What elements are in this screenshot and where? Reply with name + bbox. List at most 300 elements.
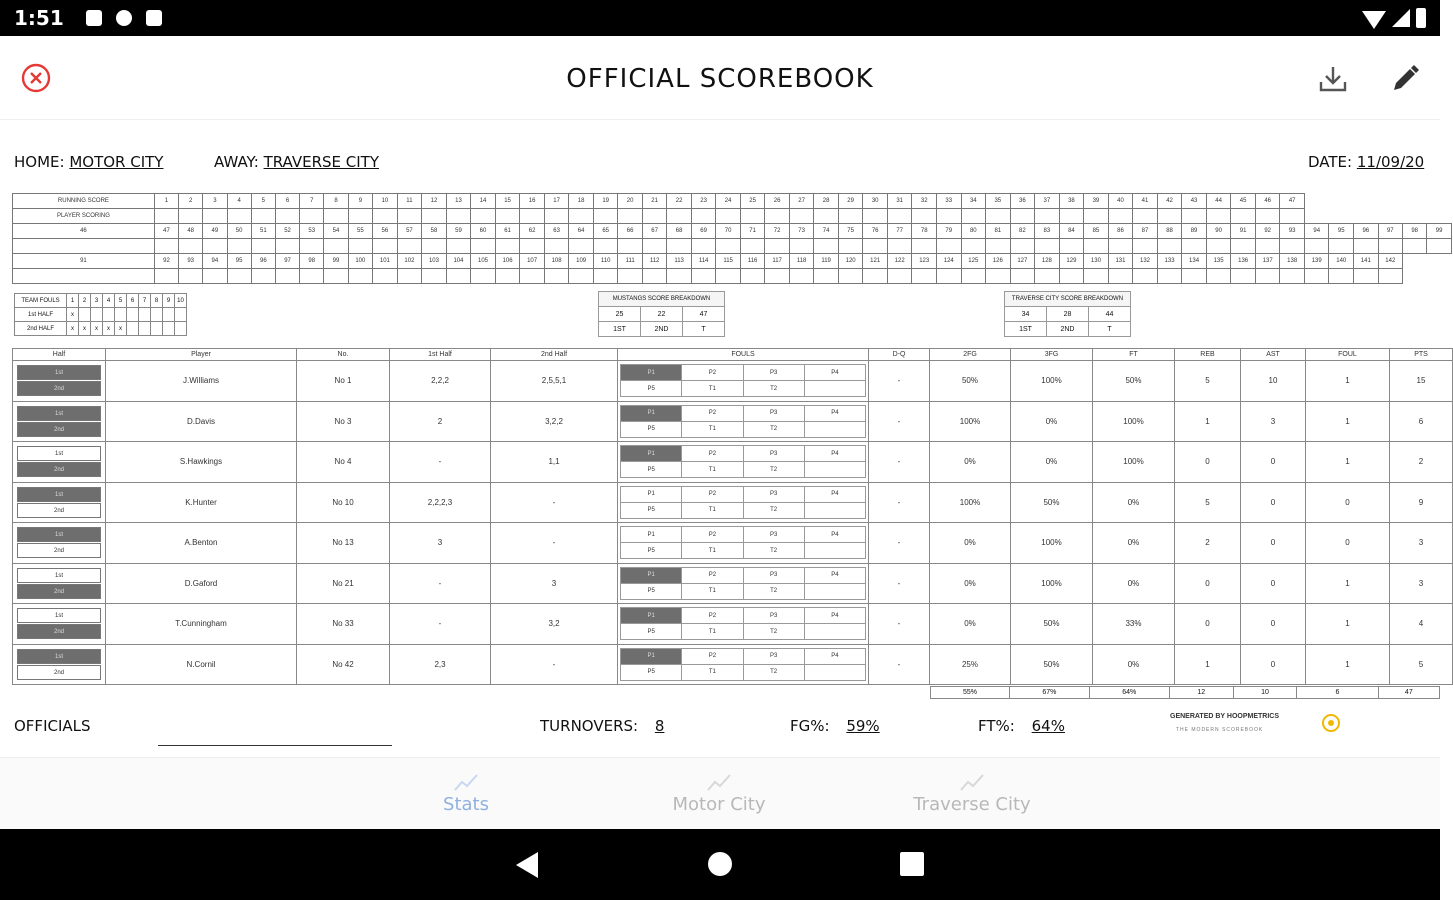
app-notification-icon bbox=[116, 10, 132, 26]
score-cell bbox=[471, 269, 496, 284]
player-fg2: 0% bbox=[930, 442, 1011, 483]
edit-button[interactable] bbox=[1388, 62, 1422, 96]
score-cell bbox=[691, 209, 716, 224]
score-cell bbox=[227, 209, 251, 224]
score-cell: 88 bbox=[1157, 224, 1182, 239]
running-score-grid bbox=[12, 193, 1452, 284]
score-cell bbox=[1010, 239, 1035, 254]
score-cell bbox=[1182, 209, 1207, 224]
score-cell bbox=[887, 239, 912, 254]
score-cell bbox=[1206, 239, 1231, 254]
player-pts: 2 bbox=[1390, 442, 1453, 483]
column-header: 2nd Half bbox=[491, 349, 618, 361]
score-cell: 20 bbox=[618, 194, 642, 209]
player-no: No 13 bbox=[297, 523, 390, 564]
player-ast: 0 bbox=[1241, 644, 1306, 685]
player-reb: 0 bbox=[1175, 604, 1241, 645]
score-cell bbox=[593, 239, 618, 254]
score-cell bbox=[422, 209, 447, 224]
score-cell: 70 bbox=[716, 224, 741, 239]
score-cell: 11 bbox=[397, 194, 422, 209]
score-cell: 41 bbox=[1133, 194, 1158, 209]
column-header: PTS bbox=[1390, 349, 1453, 361]
half-indicator: 1st 2nd bbox=[13, 523, 106, 564]
score-cell: 111 bbox=[618, 254, 642, 269]
score-cell bbox=[275, 269, 299, 284]
tab-stats-label: Stats bbox=[443, 794, 489, 815]
total-cell: 6 bbox=[1297, 687, 1379, 699]
score-cell: 52 bbox=[275, 224, 299, 239]
player-no: No 1 bbox=[297, 361, 390, 402]
total-cell: 10 bbox=[1233, 687, 1296, 699]
score-cell: 14 bbox=[471, 194, 496, 209]
score-cell: 99 bbox=[1427, 224, 1452, 239]
score-cell: 53 bbox=[300, 224, 324, 239]
score-cell bbox=[569, 209, 594, 224]
score-cell bbox=[227, 239, 251, 254]
score-cell: 104 bbox=[446, 254, 471, 269]
player-no: No 4 bbox=[297, 442, 390, 483]
tab-stats[interactable] bbox=[366, 764, 566, 815]
app-bar bbox=[0, 36, 1440, 120]
turnovers-label: TURNOVERS: bbox=[540, 717, 639, 735]
player-fg3: 100% bbox=[1011, 523, 1093, 564]
score-cell: 105 bbox=[471, 254, 496, 269]
player-ft: 0% bbox=[1093, 644, 1175, 685]
total-cell: 47 bbox=[1378, 687, 1439, 699]
score-cell: 17 bbox=[544, 194, 569, 209]
score-cell bbox=[348, 239, 373, 254]
score-cell bbox=[1206, 269, 1231, 284]
score-cell bbox=[373, 269, 398, 284]
player-h1: 3 bbox=[390, 523, 491, 564]
away-team: TRAVERSE CITY bbox=[263, 153, 379, 171]
grid-row-label: RUNNING SCORE bbox=[13, 194, 155, 209]
foul-cell: x bbox=[67, 308, 79, 322]
score-cell: 119 bbox=[814, 254, 839, 269]
score-cell: 133 bbox=[1157, 254, 1182, 269]
score-cell: 30 bbox=[863, 194, 888, 209]
score-cell bbox=[740, 239, 765, 254]
player-h2: 2,5,5,1 bbox=[491, 361, 618, 402]
score-cell: 67 bbox=[642, 224, 667, 239]
score-cell bbox=[520, 209, 545, 224]
player-dq: - bbox=[869, 442, 930, 483]
score-cell bbox=[765, 269, 790, 284]
scoresheet bbox=[0, 121, 1443, 757]
score-cell bbox=[789, 239, 814, 254]
sd-card-icon bbox=[146, 10, 162, 26]
score-cell bbox=[373, 209, 398, 224]
player-no: No 10 bbox=[297, 482, 390, 523]
away-team-line bbox=[214, 153, 379, 171]
player-dq: - bbox=[869, 644, 930, 685]
player-foul: 1 bbox=[1306, 644, 1390, 685]
score-cell: 55 bbox=[348, 224, 373, 239]
score-cell bbox=[348, 269, 373, 284]
score-cell: 36 bbox=[1010, 194, 1035, 209]
score-cell bbox=[544, 209, 569, 224]
foul-cell: 7 bbox=[139, 294, 151, 308]
score-cell: 83 bbox=[1035, 224, 1060, 239]
score-cell: 141 bbox=[1354, 254, 1379, 269]
score-cell bbox=[1010, 269, 1035, 284]
player-ft: 0% bbox=[1093, 563, 1175, 604]
score-cell bbox=[495, 239, 520, 254]
score-cell: 38 bbox=[1059, 194, 1084, 209]
score-cell bbox=[1157, 209, 1182, 224]
away-total-score: 44 bbox=[1089, 307, 1131, 322]
score-cell bbox=[1354, 269, 1379, 284]
player-pts: 5 bbox=[1390, 644, 1453, 685]
score-cell: 95 bbox=[227, 254, 251, 269]
table-row bbox=[13, 482, 1453, 523]
home-total-label: T bbox=[683, 322, 725, 337]
score-cell bbox=[203, 239, 227, 254]
score-cell bbox=[691, 269, 716, 284]
player-name: J.Williams bbox=[106, 361, 297, 402]
score-cell bbox=[642, 269, 667, 284]
score-cell: 130 bbox=[1084, 254, 1109, 269]
player-dq: - bbox=[869, 401, 930, 442]
status-bar bbox=[0, 0, 1440, 36]
score-cell: 122 bbox=[887, 254, 912, 269]
away-label: AWAY: bbox=[214, 153, 259, 171]
table-row bbox=[13, 361, 1453, 402]
score-cell: 68 bbox=[667, 224, 692, 239]
score-cell: 95 bbox=[1329, 224, 1354, 239]
score-cell: 19 bbox=[593, 194, 618, 209]
score-cell: 27 bbox=[789, 194, 814, 209]
score-cell bbox=[544, 239, 569, 254]
score-cell bbox=[1206, 209, 1231, 224]
player-h1: 2 bbox=[390, 401, 491, 442]
score-cell: 106 bbox=[495, 254, 520, 269]
score-cell: 51 bbox=[251, 224, 275, 239]
score-cell: 107 bbox=[520, 254, 545, 269]
half-indicator: 1st 2nd bbox=[13, 401, 106, 442]
score-cell: 28 bbox=[814, 194, 839, 209]
score-cell bbox=[887, 209, 912, 224]
total-cell: 55% bbox=[931, 687, 1010, 699]
score-cell: 59 bbox=[446, 224, 471, 239]
player-ft: 33% bbox=[1093, 604, 1175, 645]
score-cell bbox=[569, 239, 594, 254]
system-nav-bar bbox=[0, 829, 1440, 900]
player-name: D.Gaford bbox=[106, 563, 297, 604]
score-cell: 89 bbox=[1182, 224, 1207, 239]
column-header: REB bbox=[1175, 349, 1241, 361]
half-indicator: 1st 2nd bbox=[13, 563, 106, 604]
grid-row-label: PLAYER SCORING bbox=[13, 209, 155, 224]
foul-cell: x bbox=[115, 322, 127, 336]
score-cell bbox=[251, 209, 275, 224]
player-dq: - bbox=[869, 361, 930, 402]
download-icon bbox=[1316, 62, 1350, 96]
home-team-line bbox=[14, 153, 163, 171]
player-fg3: 50% bbox=[1011, 482, 1093, 523]
recents-icon[interactable] bbox=[900, 852, 924, 876]
score-cell: 5 bbox=[251, 194, 275, 209]
score-cell bbox=[251, 269, 275, 284]
score-cell: 39 bbox=[1084, 194, 1109, 209]
score-cell bbox=[838, 269, 863, 284]
player-pts: 3 bbox=[1390, 523, 1453, 564]
score-cell bbox=[300, 239, 324, 254]
score-cell bbox=[1035, 209, 1060, 224]
away-2nd-label: 2ND bbox=[1047, 322, 1089, 337]
score-cell: 26 bbox=[765, 194, 790, 209]
score-cell: 114 bbox=[691, 254, 716, 269]
score-cell bbox=[887, 269, 912, 284]
player-reb: 1 bbox=[1175, 401, 1241, 442]
score-cell: 135 bbox=[1206, 254, 1231, 269]
score-cell bbox=[446, 209, 471, 224]
score-cell: 43 bbox=[1182, 194, 1207, 209]
score-cell: 126 bbox=[986, 254, 1011, 269]
date-line bbox=[1308, 153, 1424, 171]
ft-label: FT%: bbox=[978, 717, 1015, 735]
score-cell bbox=[179, 239, 203, 254]
score-cell: 23 bbox=[691, 194, 716, 209]
score-cell bbox=[863, 239, 888, 254]
foul-cell: x bbox=[91, 322, 103, 336]
score-cell bbox=[324, 269, 348, 284]
score-cell: 108 bbox=[544, 254, 569, 269]
score-cell: 47 bbox=[1280, 194, 1305, 209]
foul-cell: x bbox=[67, 322, 79, 336]
score-cell: 120 bbox=[838, 254, 863, 269]
turnovers-field bbox=[540, 717, 676, 735]
score-cell: 134 bbox=[1182, 254, 1207, 269]
column-header: FT bbox=[1093, 349, 1175, 361]
score-cell bbox=[765, 239, 790, 254]
score-cell: 6 bbox=[275, 194, 299, 209]
totals-row bbox=[930, 686, 1440, 699]
foul-cell: 2 bbox=[79, 294, 91, 308]
score-cell bbox=[667, 209, 692, 224]
player-ast: 0 bbox=[1241, 563, 1306, 604]
score-cell bbox=[324, 209, 348, 224]
score-cell: 79 bbox=[936, 224, 961, 239]
player-fg2: 25% bbox=[930, 644, 1011, 685]
foul-cell: 4 bbox=[103, 294, 115, 308]
score-cell bbox=[1059, 269, 1084, 284]
player-h2: - bbox=[491, 644, 618, 685]
score-cell: 128 bbox=[1035, 254, 1060, 269]
score-cell bbox=[716, 209, 741, 224]
player-reb: 5 bbox=[1175, 361, 1241, 402]
foul-cell: x bbox=[103, 322, 115, 336]
score-cell bbox=[251, 239, 275, 254]
back-icon[interactable] bbox=[516, 852, 538, 878]
player-reb: 5 bbox=[1175, 482, 1241, 523]
score-cell bbox=[986, 209, 1011, 224]
home-breakdown-title: MUSTANGS SCORE BREAKDOWN bbox=[599, 292, 725, 307]
score-cell: 46 bbox=[13, 224, 155, 239]
table-row bbox=[13, 401, 1453, 442]
score-cell: 115 bbox=[716, 254, 741, 269]
score-cell: 12 bbox=[422, 194, 447, 209]
score-cell: 56 bbox=[373, 224, 398, 239]
score-cell bbox=[814, 209, 839, 224]
score-cell: 15 bbox=[495, 194, 520, 209]
foul-cell: 1 bbox=[67, 294, 79, 308]
player-pts: 3 bbox=[1390, 563, 1453, 604]
trending-chart-icon bbox=[959, 772, 985, 792]
score-cell bbox=[544, 269, 569, 284]
score-cell: 96 bbox=[1354, 224, 1379, 239]
score-cell bbox=[789, 269, 814, 284]
score-cell: 103 bbox=[422, 254, 447, 269]
score-cell bbox=[227, 269, 251, 284]
player-fg2: 0% bbox=[930, 523, 1011, 564]
score-cell bbox=[154, 269, 178, 284]
score-cell: 86 bbox=[1108, 224, 1133, 239]
score-cell bbox=[936, 239, 961, 254]
player-foul: 1 bbox=[1306, 604, 1390, 645]
score-cell bbox=[1280, 239, 1305, 254]
fouls-grid: P1 P2 P3 P4 P5 T1 T2 bbox=[618, 401, 869, 442]
score-cell bbox=[1035, 239, 1060, 254]
score-cell bbox=[569, 269, 594, 284]
score-cell: 139 bbox=[1304, 254, 1329, 269]
player-ft: 100% bbox=[1093, 442, 1175, 483]
tab-traverse-city-label: Traverse City bbox=[913, 794, 1031, 815]
fouls-grid: P1 P2 P3 P4 P5 T1 T2 bbox=[618, 442, 869, 483]
score-cell bbox=[1403, 239, 1427, 254]
score-cell: 50 bbox=[227, 224, 251, 239]
player-name: K.Hunter bbox=[106, 482, 297, 523]
score-cell bbox=[348, 209, 373, 224]
score-cell bbox=[495, 209, 520, 224]
score-cell: 102 bbox=[397, 254, 422, 269]
player-h1: - bbox=[390, 604, 491, 645]
player-h1: 2,3 bbox=[390, 644, 491, 685]
fouls-grid: P1 P2 P3 P4 P5 T1 T2 bbox=[618, 482, 869, 523]
score-cell: 10 bbox=[373, 194, 398, 209]
score-cell: 138 bbox=[1280, 254, 1305, 269]
score-cell: 127 bbox=[1010, 254, 1035, 269]
score-cell: 21 bbox=[642, 194, 667, 209]
trending-chart-icon bbox=[453, 772, 479, 792]
tab-motor-city[interactable] bbox=[619, 764, 819, 815]
score-cell bbox=[765, 209, 790, 224]
away-2nd-score: 28 bbox=[1047, 307, 1089, 322]
score-cell bbox=[13, 269, 155, 284]
score-cell: 33 bbox=[936, 194, 961, 209]
score-cell: 92 bbox=[1255, 224, 1280, 239]
score-cell: 76 bbox=[863, 224, 888, 239]
fouls-grid: P1 P2 P3 P4 P5 T1 T2 bbox=[618, 563, 869, 604]
player-reb: 0 bbox=[1175, 563, 1241, 604]
score-cell bbox=[936, 269, 961, 284]
table-row bbox=[13, 604, 1453, 645]
score-cell bbox=[593, 209, 618, 224]
score-cell bbox=[1378, 269, 1403, 284]
half-indicator: 1st 2nd bbox=[13, 442, 106, 483]
player-ast: 0 bbox=[1241, 523, 1306, 564]
score-cell bbox=[495, 269, 520, 284]
score-cell: 124 bbox=[936, 254, 961, 269]
score-cell: 113 bbox=[667, 254, 692, 269]
foul-cell: 10 bbox=[175, 294, 187, 308]
score-cell: 82 bbox=[1010, 224, 1035, 239]
score-cell bbox=[593, 269, 618, 284]
score-cell: 60 bbox=[471, 224, 496, 239]
score-cell: 98 bbox=[1403, 224, 1427, 239]
score-cell bbox=[1329, 269, 1354, 284]
half-indicator: 1st 2nd bbox=[13, 482, 106, 523]
score-cell bbox=[397, 239, 422, 254]
score-cell bbox=[838, 209, 863, 224]
score-cell bbox=[275, 239, 299, 254]
player-pts: 15 bbox=[1390, 361, 1453, 402]
player-reb: 1 bbox=[1175, 644, 1241, 685]
score-cell: 84 bbox=[1059, 224, 1084, 239]
score-cell: 34 bbox=[961, 194, 986, 209]
score-cell bbox=[936, 209, 961, 224]
score-cell: 100 bbox=[348, 254, 373, 269]
score-cell bbox=[1182, 239, 1207, 254]
player-dq: - bbox=[869, 563, 930, 604]
player-ast: 0 bbox=[1241, 482, 1306, 523]
half-indicator: 1st 2nd bbox=[13, 361, 106, 402]
score-cell bbox=[691, 239, 716, 254]
score-cell bbox=[1231, 269, 1256, 284]
score-cell: 92 bbox=[154, 254, 178, 269]
score-cell: 136 bbox=[1231, 254, 1256, 269]
score-cell: 73 bbox=[789, 224, 814, 239]
score-cell bbox=[397, 209, 422, 224]
score-cell: 47 bbox=[154, 224, 178, 239]
score-cell: 25 bbox=[740, 194, 765, 209]
home-icon[interactable] bbox=[708, 852, 732, 876]
score-cell bbox=[1010, 209, 1035, 224]
player-h1: - bbox=[390, 442, 491, 483]
tab-traverse-city[interactable] bbox=[872, 764, 1072, 815]
score-cell bbox=[1182, 269, 1207, 284]
score-cell: 13 bbox=[446, 194, 471, 209]
column-header: 3FG bbox=[1011, 349, 1093, 361]
player-no: No 33 bbox=[297, 604, 390, 645]
player-no: No 3 bbox=[297, 401, 390, 442]
download-button[interactable] bbox=[1316, 62, 1350, 96]
score-cell bbox=[789, 209, 814, 224]
player-fg2: 100% bbox=[930, 482, 1011, 523]
score-cell: 123 bbox=[912, 254, 937, 269]
score-cell bbox=[912, 209, 937, 224]
player-name: N.Cornil bbox=[106, 644, 297, 685]
team-fouls-table bbox=[14, 293, 187, 336]
officials-signature-line bbox=[158, 745, 392, 746]
score-cell bbox=[520, 239, 545, 254]
foul-cell: 8 bbox=[151, 294, 163, 308]
score-cell bbox=[986, 269, 1011, 284]
score-cell bbox=[838, 239, 863, 254]
score-cell bbox=[642, 239, 667, 254]
score-cell bbox=[1157, 269, 1182, 284]
hoopmetrics-logo-icon bbox=[1322, 714, 1340, 732]
player-name: D.Davis bbox=[106, 401, 297, 442]
score-cell bbox=[1255, 209, 1280, 224]
score-cell: 7 bbox=[300, 194, 324, 209]
foul-cell: 6 bbox=[127, 294, 139, 308]
score-cell: 16 bbox=[520, 194, 545, 209]
score-cell: 69 bbox=[691, 224, 716, 239]
score-cell bbox=[397, 269, 422, 284]
second-half-label: 2nd HALF bbox=[15, 322, 67, 336]
